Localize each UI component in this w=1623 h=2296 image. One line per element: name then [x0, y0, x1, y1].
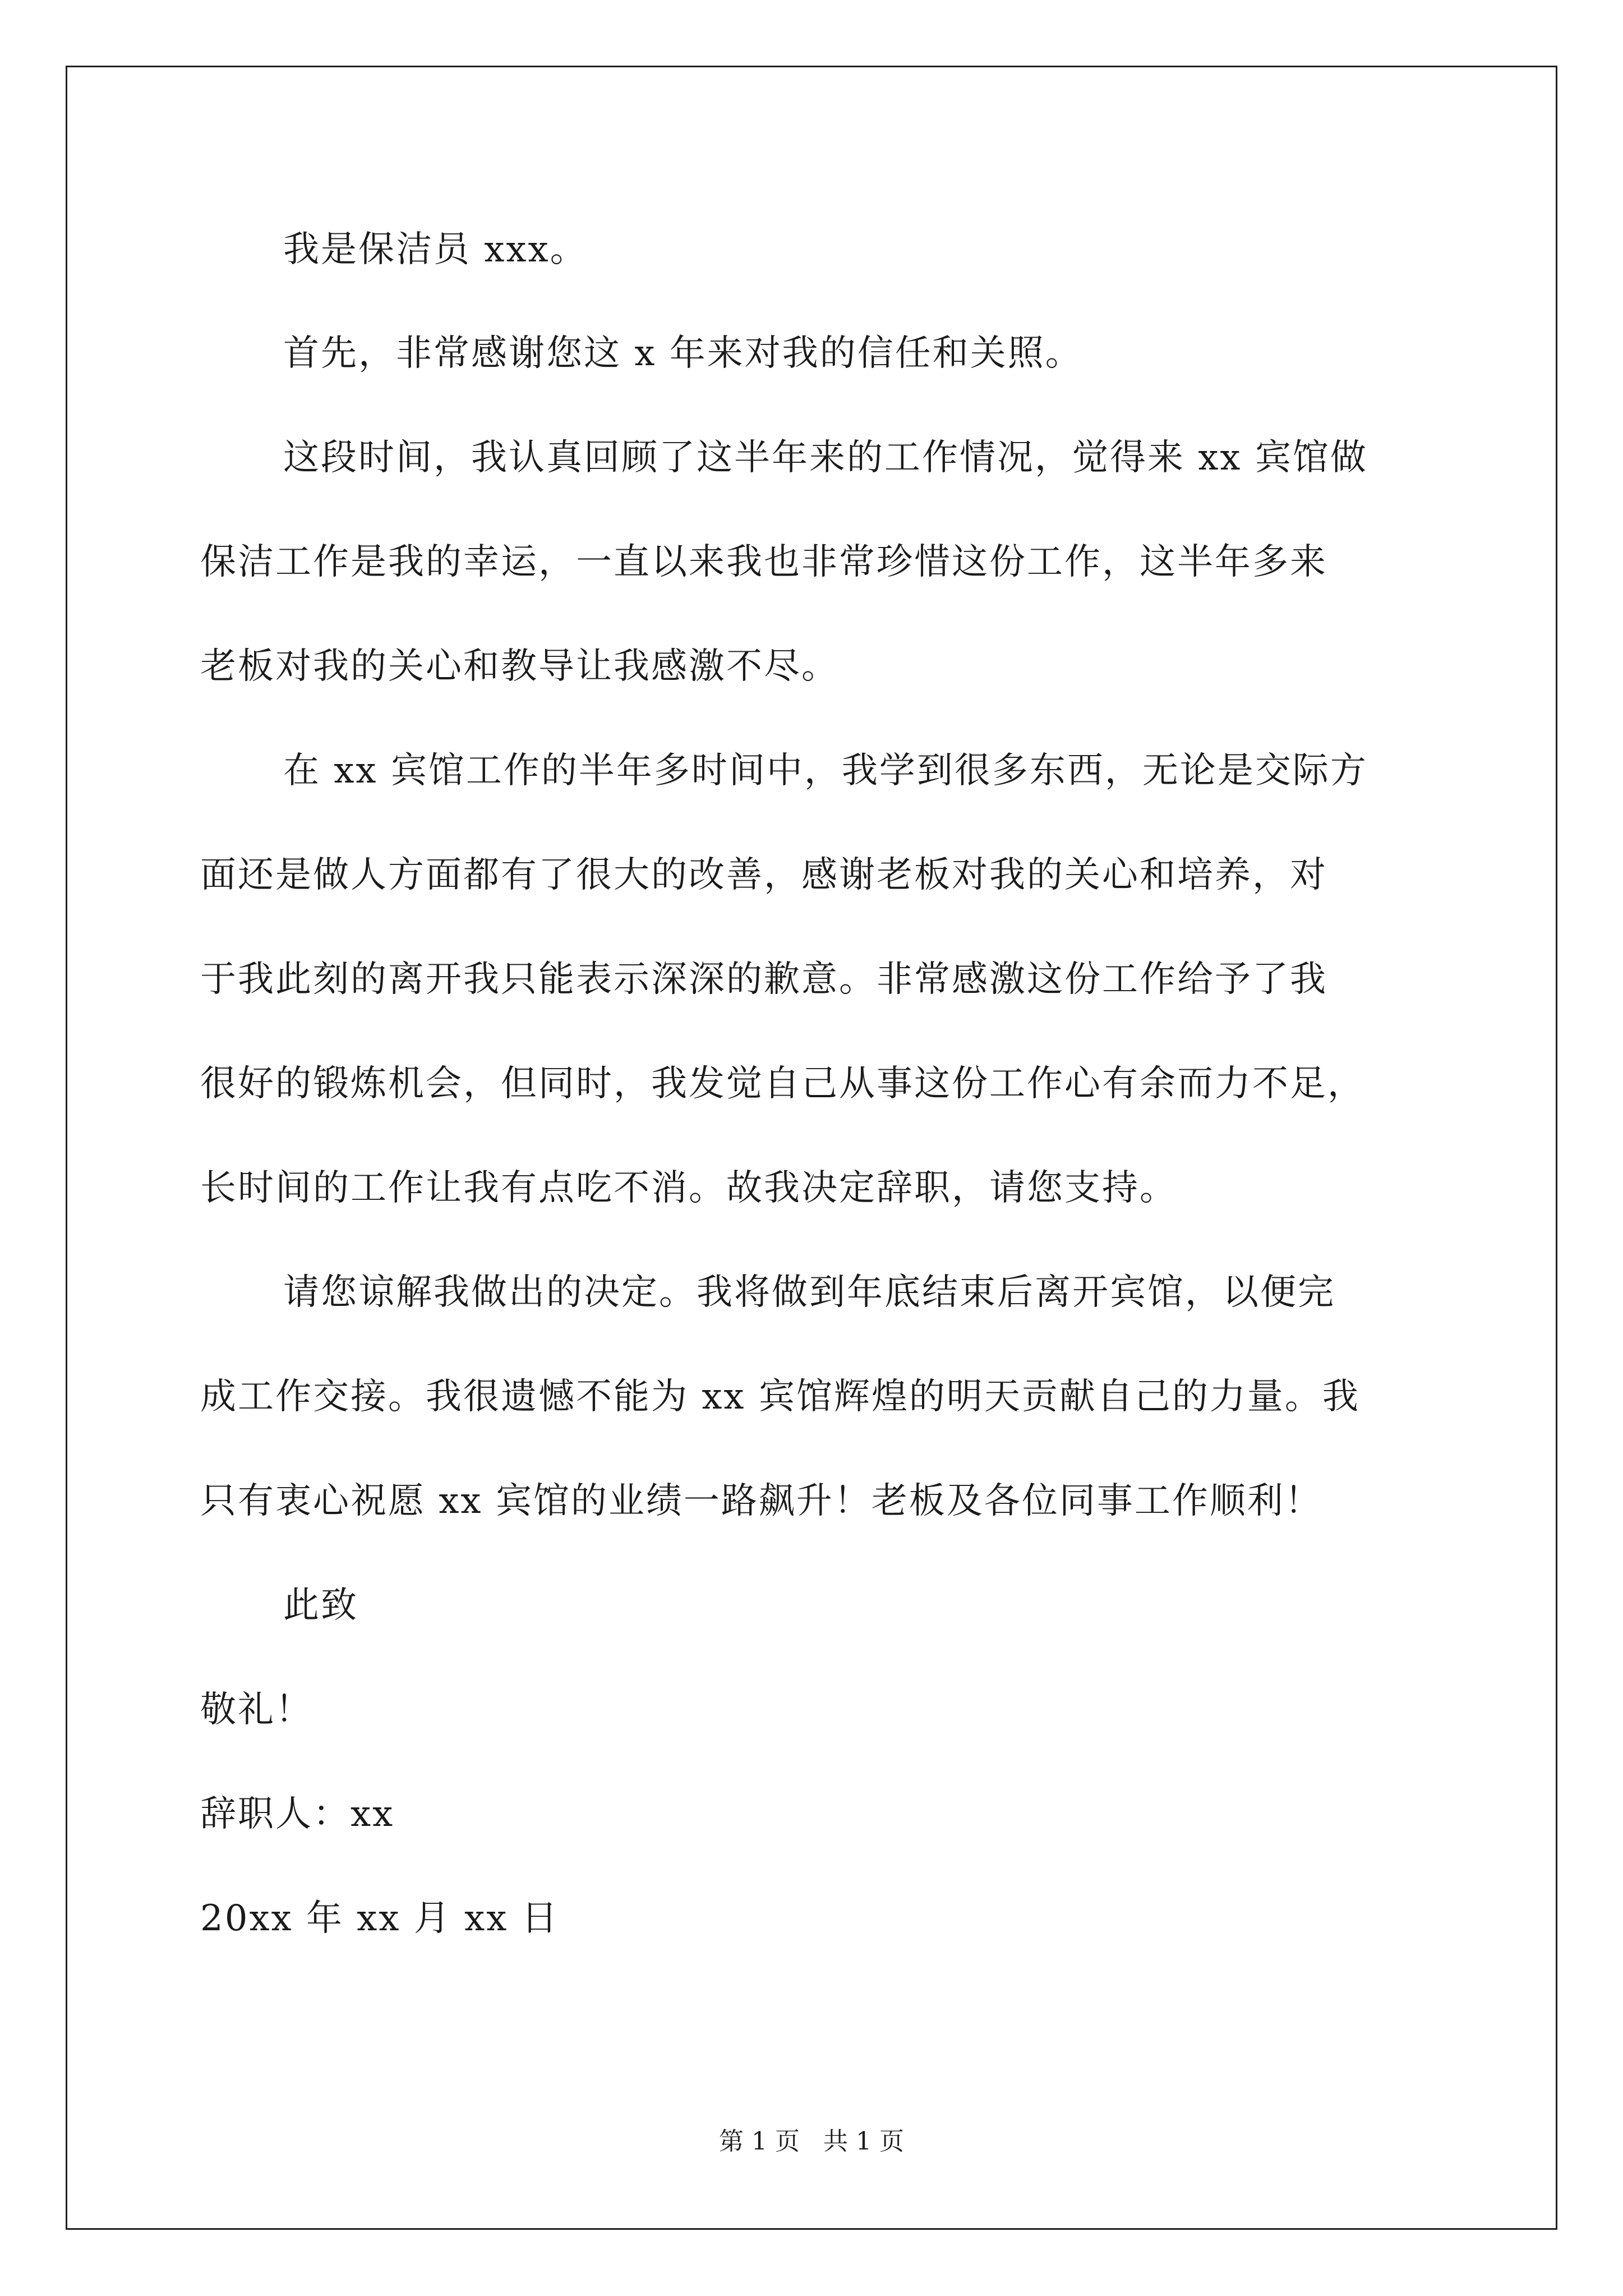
closing-salutation: 此致: [283, 1585, 358, 1626]
date-line: 20xx 年 xx 月 xx 日: [200, 1898, 559, 1939]
paragraph-decision-line-3: 只有衷心祝愿 xx 宾馆的业绩一路飙升！老板及各位同事工作顺利！: [200, 1480, 1322, 1522]
paragraph-experience-line-1: 在 xx 宾馆工作的半年多时间中，我学到很多东西，无论是交际方: [283, 750, 1368, 792]
paragraph-thanks: 首先，非常感谢您这 x 年来对我的信任和关照。: [283, 333, 1083, 374]
paragraph-review-line-2: 保洁工作是我的幸运，一直以来我也非常珍惜这份工作，这半年多来: [200, 541, 1327, 583]
greeting-line: 我是保洁员 xxx。: [283, 229, 588, 270]
paragraph-experience-line-5: 长时间的工作让我有点吃不消。故我决定辞职，请您支持。: [200, 1167, 1177, 1209]
signature-line: 辞职人：xx: [200, 1793, 395, 1835]
page-footer: 第 1 页 共 1 页: [719, 2127, 904, 2156]
paragraph-review-line-3: 老板对我的关心和教导让我感激不尽。: [200, 646, 839, 687]
paragraph-decision-line-1: 请您谅解我做出的决定。我将做到年底结束后离开宾馆，以便完: [283, 1272, 1335, 1313]
paragraph-experience-line-4: 很好的锻炼机会，但同时，我发觉自己从事这份工作心有余而力不足，: [200, 1063, 1365, 1105]
paragraph-experience-line-3: 于我此刻的离开我只能表示深深的歉意。非常感激这份工作给予了我: [200, 959, 1327, 1000]
closing-regards: 敬礼！: [200, 1689, 313, 1731]
paragraph-review-line-1: 这段时间，我认真回顾了这半年来的工作情况，觉得来 xx 宾馆做: [283, 437, 1368, 478]
paragraph-decision-line-2: 成工作交接。我很遗憾不能为 xx 宾馆辉煌的明天贡献自己的力量。我: [200, 1376, 1360, 1418]
paragraph-experience-line-2: 面还是做人方面都有了很大的改善，感谢老板对我的关心和培养，对: [200, 854, 1327, 896]
